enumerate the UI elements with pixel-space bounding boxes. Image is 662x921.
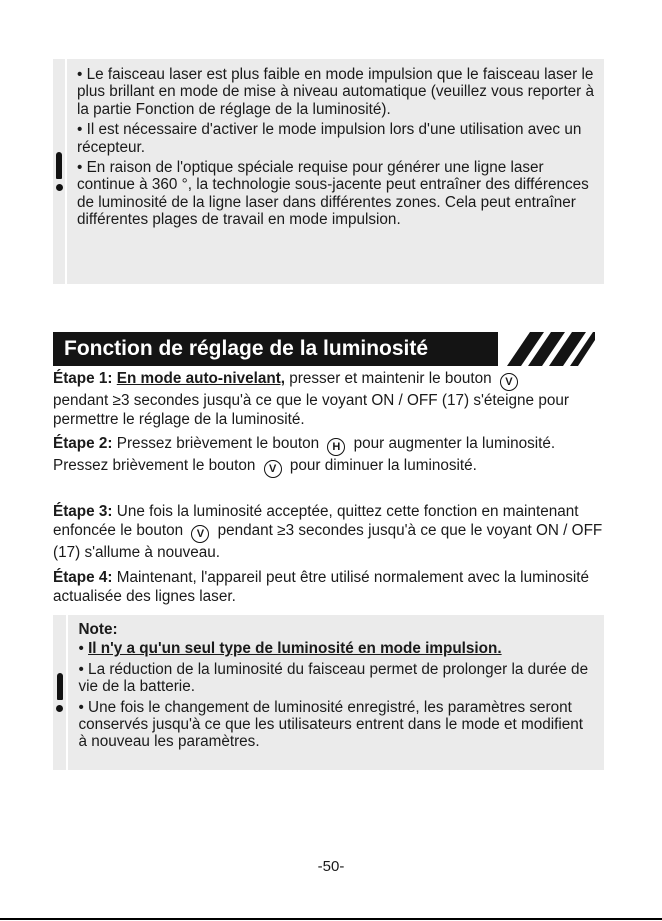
note-text — [68, 615, 604, 770]
step-2-text-c: pour diminuer la luminosité. — [289, 457, 477, 474]
notice-bullet: • Il est nécessaire d'activer le mode impulsion lors d'une utilisation avec un récepteur. — [77, 121, 582, 156]
step-2-text-b: pour augmenter la luminosité. Pressez brièvement le bouton — [53, 435, 556, 474]
notice-box-top — [53, 59, 604, 284]
note-bullet-prefix: • — [78, 640, 89, 658]
step-2 — [53, 434, 613, 478]
note-bullet: • La réduction de la luminosité du faisceau permet de prolonger la durée de vie de la batterie. — [78, 660, 589, 696]
step-2-label: Étape 2: — [53, 435, 113, 452]
v-button-icon: V — [500, 373, 518, 391]
notice-box-bottom — [53, 615, 604, 770]
notice-bullet: • Le faisceau laser est plus faible en mode impulsion que le faisceau laser le plus brillant en mode de mise à niveau automatique (veuillez vous reporter à la partie Fonction de réglage de la luminosité). — [77, 66, 594, 118]
v-button-icon: V — [264, 460, 282, 478]
section-title: Fonction de réglage de la luminosité — [53, 332, 498, 366]
step-3-text-a: Une fois la luminosité acceptée, quittez cette fonction en maintenant enfoncée le bouton — [53, 503, 579, 539]
step-3-text-b: pendant ≥3 secondes jusqu'à ce que le voyant ON / OFF (17) s'allume à nouveau. — [53, 522, 603, 561]
note-bullet: • Une fois le changement de luminosité enregistré, les paramètres seront conservés jusqu'à ce que les utilisateurs entrent dans le mode et modifient à nouveau les paramètres. — [78, 698, 584, 751]
banner-stripes-decoration — [480, 332, 595, 366]
warning-icon-column — [53, 59, 67, 284]
step-4-text-a: Maintenant, l'appareil peut être utilisé normalement avec la luminosité actualisée des lignes laser. — [53, 569, 590, 605]
note-title: Note: — [78, 621, 118, 638]
note-highlight: Il n'y a qu'un seul type de luminosité en mode impulsion. — [88, 640, 502, 658]
step-4-label: Étape 4: — [53, 569, 113, 586]
step-1-text-b: pendant ≥3 secondes jusqu'à ce que le voyant ON / OFF (17) s'éteigne pour permettre le réglage de la luminosité. — [53, 392, 569, 428]
step-1-text-a: presser et maintenir le bouton — [285, 370, 492, 387]
step-3 — [53, 502, 613, 562]
v-button-icon: V — [191, 525, 209, 543]
notice-text — [67, 59, 604, 284]
page-number: -50- — [317, 858, 345, 875]
step-1-mode: En mode auto-nivelant, — [116, 370, 286, 387]
notice-bullet: • En raison de l'optique spéciale requise pour générer une ligne laser continue à 360 °, la technologie sous-jacente peut entraîner des différences de luminosité de la ligne laser dans différentes zones. Cela peut entraîner différentes plages de travail en mode impulsion. — [77, 159, 589, 229]
warning-icon-column — [53, 615, 68, 770]
exclamation-icon — [53, 152, 65, 191]
step-4 — [53, 568, 613, 606]
exclamation-icon — [54, 673, 66, 712]
step-1-label: Étape 1: — [53, 370, 113, 387]
bottom-rule — [0, 918, 662, 920]
step-3-label: Étape 3: — [53, 503, 113, 520]
step-2-text-a: Pressez brièvement le bouton — [112, 435, 320, 452]
step-1 — [53, 369, 613, 429]
h-button-icon: H — [327, 438, 345, 456]
